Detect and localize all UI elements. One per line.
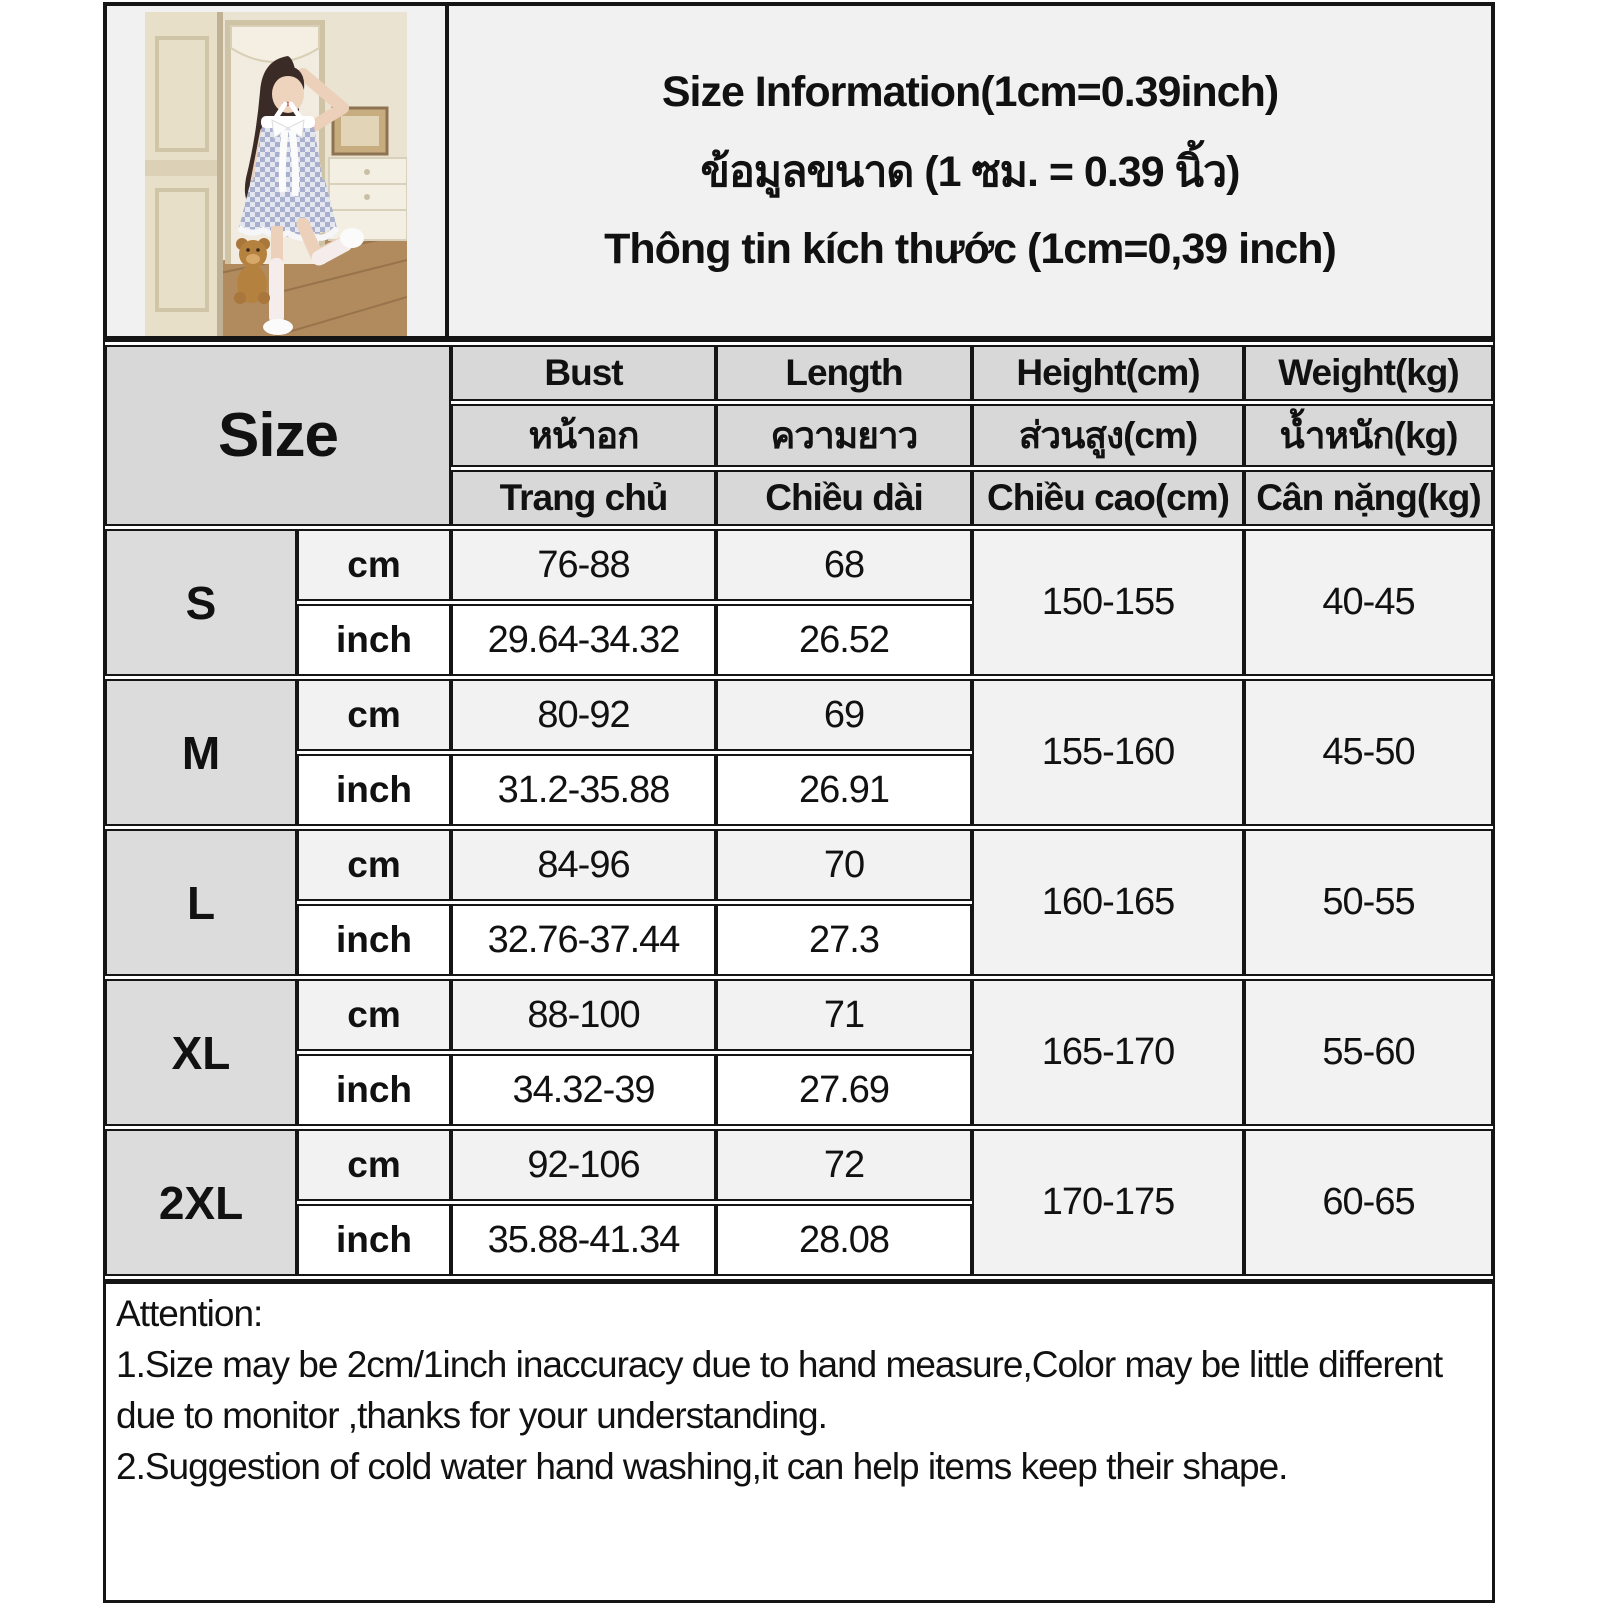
- col-header-bust-en: Bust: [451, 345, 716, 401]
- size-table: [103, 340, 1495, 1281]
- weight-value: 40-45: [1244, 529, 1493, 676]
- length-cm-value: 70: [716, 829, 972, 901]
- title-english: Size Information(1cm=0.39inch): [661, 68, 1279, 116]
- title-thai: ข้อมูลขนาด (1 ซม. = 0.39 นิ้ว): [700, 148, 1240, 196]
- unit-label-inch: inch: [297, 754, 451, 826]
- bust-cm-value: 76-88: [451, 529, 716, 601]
- col-header-height-th: ส่วนสูง(cm): [972, 404, 1244, 467]
- table-row-m-cm: [105, 679, 1493, 751]
- size-header-cell: Size: [105, 345, 451, 526]
- col-header-height-en: Height(cm): [972, 345, 1244, 401]
- header-row-english: [105, 345, 1493, 401]
- height-value: 155-160: [972, 679, 1244, 826]
- bust-inch-value: 29.64-34.32: [451, 604, 716, 676]
- unit-label-cm: cm: [297, 1129, 451, 1201]
- unit-label-cm: cm: [297, 529, 451, 601]
- length-inch-value: 26.91: [716, 754, 972, 826]
- bust-inch-value: 35.88-41.34: [451, 1204, 716, 1276]
- model-slipper: [263, 319, 293, 335]
- size-label-xl: XL: [105, 979, 297, 1126]
- weight-value: 55-60: [1244, 979, 1493, 1126]
- col-header-bust-th: หน้าอก: [451, 404, 716, 467]
- product-photo: [145, 12, 407, 336]
- model-skirt: [239, 180, 337, 237]
- model-top: [253, 120, 323, 188]
- model-sock: [269, 258, 284, 324]
- col-header-length-th: ความยาว: [716, 404, 972, 467]
- attention-box: [103, 1281, 1495, 1603]
- bust-cm-value: 80-92: [451, 679, 716, 751]
- bust-inch-value: 34.32-39: [451, 1054, 716, 1126]
- table-row-s-cm: [105, 529, 1493, 601]
- col-header-weight-th: น้ำหนัก(kg): [1244, 404, 1493, 467]
- height-value: 150-155: [972, 529, 1244, 676]
- model-slipper-2: [340, 228, 364, 248]
- model-face: [272, 75, 304, 113]
- weight-value: 45-50: [1244, 679, 1493, 826]
- unit-label-cm: cm: [297, 679, 451, 751]
- size-label-l: L: [105, 829, 297, 976]
- header-section: [103, 2, 1495, 340]
- length-cm-value: 72: [716, 1129, 972, 1201]
- height-value: 160-165: [972, 829, 1244, 976]
- title-vietnamese: Thông tin kích thước (1cm=0,39 inch): [604, 225, 1336, 273]
- height-value: 165-170: [972, 979, 1244, 1126]
- length-cm-value: 71: [716, 979, 972, 1051]
- attention-note-1: 1.Size may be 2cm/1inch inaccuracy due to hand measure,Color may be little different due to monitor ,thanks for your understanding.: [116, 1344, 1443, 1437]
- unit-label-inch: inch: [297, 904, 451, 976]
- attention-heading: Attention:: [116, 1293, 263, 1334]
- unit-label-inch: inch: [297, 1204, 451, 1276]
- unit-label-cm: cm: [297, 829, 451, 901]
- bust-inch-value: 32.76-37.44: [451, 904, 716, 976]
- length-cm-value: 69: [716, 679, 972, 751]
- product-photo-cell: [107, 6, 449, 336]
- table-row-xl-cm: [105, 979, 1493, 1051]
- unit-label-inch: inch: [297, 1054, 451, 1126]
- length-inch-value: 26.52: [716, 604, 972, 676]
- weight-value: 50-55: [1244, 829, 1493, 976]
- size-label-m: M: [105, 679, 297, 826]
- col-header-weight-vi: Cân nặng(kg): [1244, 470, 1493, 526]
- col-header-bust-vi: Trang chủ: [451, 470, 716, 526]
- col-header-height-vi: Chiều cao(cm): [972, 470, 1244, 526]
- length-cm-value: 68: [716, 529, 972, 601]
- table-row-l-cm: [105, 829, 1493, 901]
- table-row-2xl-cm: [105, 1129, 1493, 1201]
- length-inch-value: 27.3: [716, 904, 972, 976]
- unit-label-cm: cm: [297, 979, 451, 1051]
- product-photo-illustration: [145, 12, 407, 336]
- unit-label-inch: inch: [297, 604, 451, 676]
- bust-cm-value: 88-100: [451, 979, 716, 1051]
- col-header-length-vi: Chiều dài: [716, 470, 972, 526]
- bust-cm-value: 92-106: [451, 1129, 716, 1201]
- bust-cm-value: 84-96: [451, 829, 716, 901]
- bust-inch-value: 31.2-35.88: [451, 754, 716, 826]
- size-chart-sheet: [103, 2, 1495, 1603]
- length-inch-value: 27.69: [716, 1054, 972, 1126]
- weight-value: 60-65: [1244, 1129, 1493, 1276]
- col-header-length-en: Length: [716, 345, 972, 401]
- size-info-title-block: [449, 6, 1491, 336]
- attention-note-2: 2.Suggestion of cold water hand washing,it can help items keep their shape.: [116, 1446, 1288, 1488]
- size-label-s: S: [105, 529, 297, 676]
- height-value: 170-175: [972, 1129, 1244, 1276]
- col-header-weight-en: Weight(kg): [1244, 345, 1493, 401]
- length-inch-value: 28.08: [716, 1204, 972, 1276]
- size-label-2xl: 2XL: [105, 1129, 297, 1276]
